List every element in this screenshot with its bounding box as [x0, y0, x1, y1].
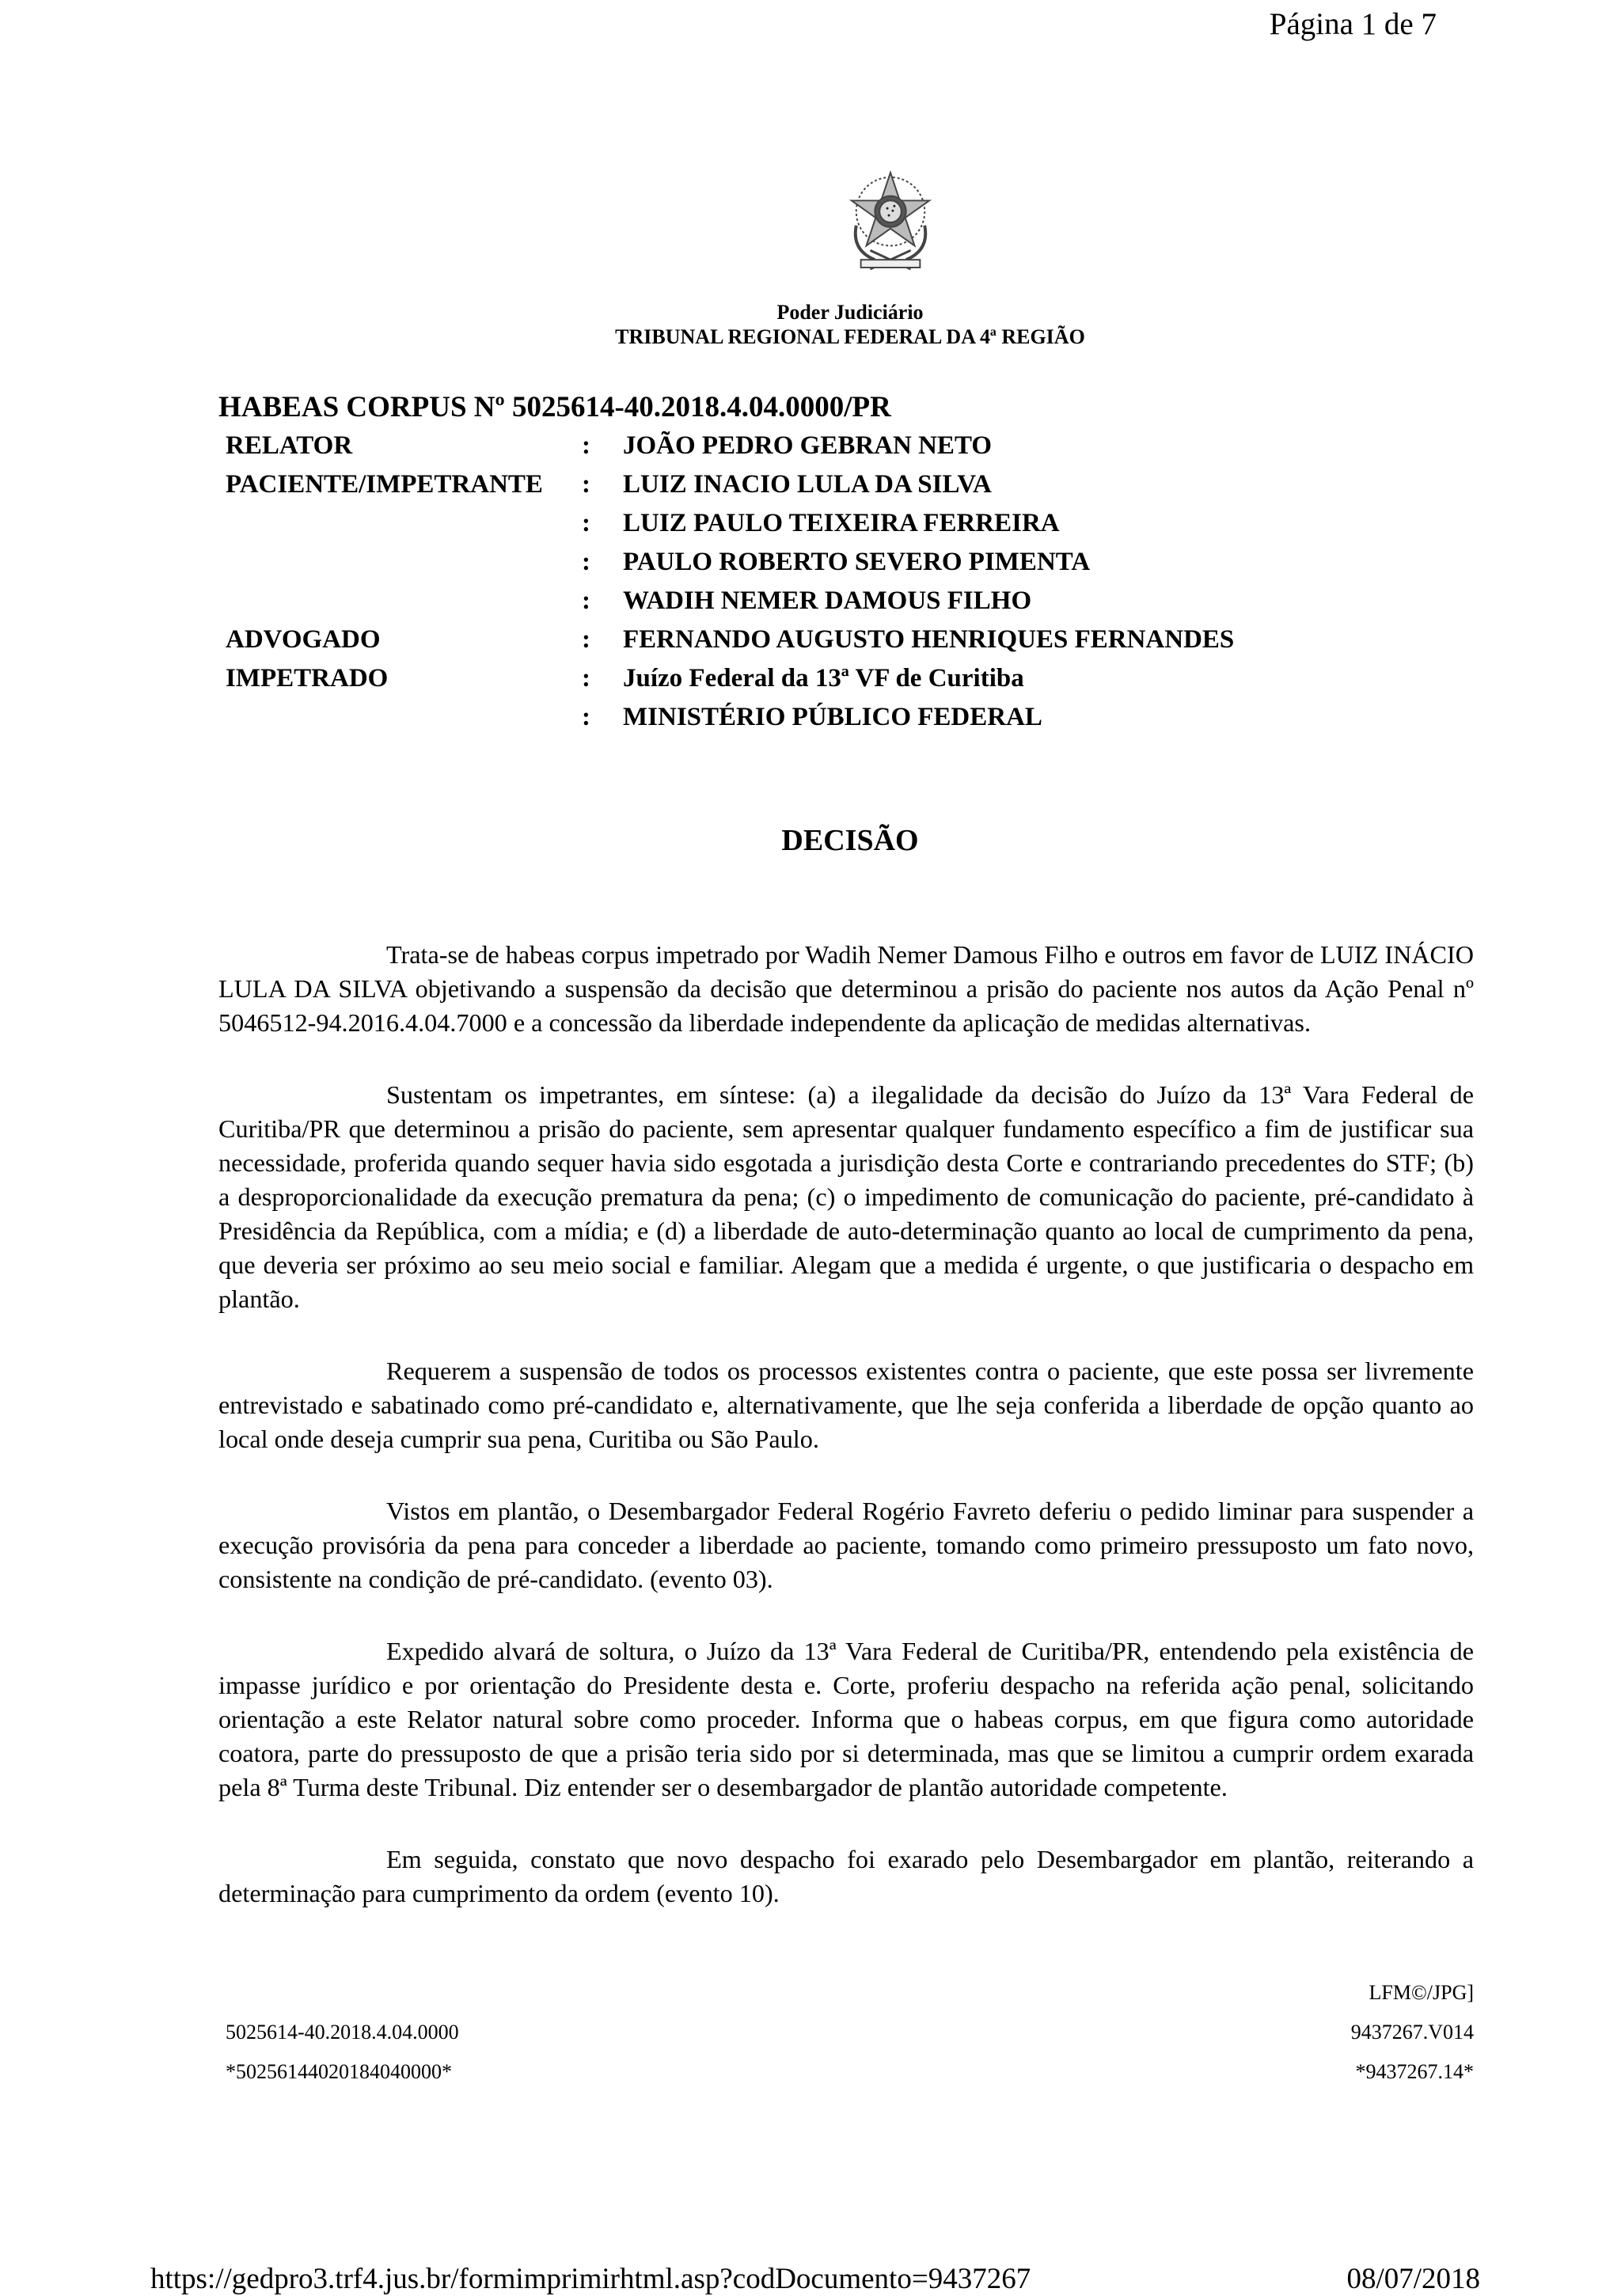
party-colon: :: [582, 703, 590, 731]
body-paragraph: Sustentam os impetrantes, em síntese: (a) a ilegalidade da decisão do Juízo da 13ª Vara Federal de Curitiba/PR que determinou a prisão do paciente, sem apresentar qualquer fundamento específico a fim de justificar sua necessidade, proferida quando sequer havia sido esgotada a jurisdição desta Corte e contrariando precedentes do STF; (b) a desproporcionalidade da execução prematura da pena; (c) o impedimento de comunicação do paciente, pré-candidato à Presidência da República, com a mídia; e (d) a liberdade de auto-determinação quanto ao local de cumprimento da pena, que deveria ser próximo ao seu meio social e familiar. Alegam que a medida é urgente, o que justificaria o despacho em plantão.: [218, 1080, 1474, 1313]
party-value: JOÃO PEDRO GEBRAN NETO: [623, 431, 993, 460]
party-value: WADIH NEMER DAMOUS FILHO: [623, 586, 1032, 615]
court-name: TRIBUNAL REGIONAL FEDERAL DA 4ª REGIÃO: [615, 325, 1085, 348]
party-role: RELATOR: [226, 431, 353, 460]
process-number: 5025614-40.2018.4.04.0000: [226, 2021, 459, 2044]
party-value: LUIZ INACIO LULA DA SILVA: [623, 470, 992, 499]
body-paragraph: Requerem a suspensão de todos os processos existentes contra o paciente, que este possa ser livremente entrevistado e sabatinado como pré-candidato e, alternativamente, que lhe seja conferida a liberdade de opção quanto ao local onde deseja cumprir sua pena, Curitiba ou São Paulo.: [218, 1357, 1474, 1453]
case-title: HABEAS CORPUS Nº 5025614-40.2018.4.04.0000/PR: [218, 391, 891, 423]
barcode-document-text: *9437267.14*: [1355, 2060, 1474, 2083]
page-number: Página 1 de 7: [1269, 7, 1437, 41]
party-colon: :: [582, 664, 590, 693]
print-url: https://gedpro3.trf4.jus.br/formimprimirhtml.asp?codDocumento=9437267: [150, 2263, 1031, 2295]
party-colon: :: [582, 431, 590, 460]
party-role: IMPETRADO: [226, 664, 389, 693]
party-role: ADVOGADO: [226, 625, 381, 654]
author-initials: LFM©/JPG]: [1369, 1981, 1474, 2004]
party-colon: :: [582, 625, 590, 654]
party-value: PAULO ROBERTO SEVERO PIMENTA: [623, 548, 1091, 576]
body-paragraph: Em seguida, constato que novo despacho foi exarado pelo Desembargador em plantão, reiterando a determinação para cumprimento da ordem (evento 10).: [218, 1845, 1474, 1907]
party-value: FERNANDO AUGUSTO HENRIQUES FERNANDES: [623, 625, 1235, 654]
party-value: LUIZ PAULO TEIXEIRA FERREIRA: [623, 509, 1060, 537]
body-paragraph: Trata-se de habeas corpus impetrado por Wadih Nemer Damous Filho e outros em favor de LUIZ INÁCIO LULA DA SILVA objetivando a suspensão da decisão que determinou a prisão do paciente nos autos da Ação Penal nº 5046512-94.2016.4.04.7000 e a concessão da liberdade independente da aplicação de medidas alternativas.: [218, 940, 1474, 1037]
decision-heading: DECISÃO: [781, 824, 919, 857]
party-colon: :: [582, 509, 590, 537]
party-colon: :: [582, 586, 590, 615]
brazil-coat-of-arms-icon: [844, 162, 937, 281]
party-value: MINISTÉRIO PÚBLICO FEDERAL: [623, 703, 1042, 731]
barcode-process-text: *50256144020184040000*: [226, 2060, 452, 2083]
party-value: Juízo Federal da 13ª VF de Curitiba: [623, 664, 1024, 693]
print-date: 08/07/2018: [1346, 2263, 1480, 2295]
body-paragraph: Vistos em plantão, o Desembargador Federal Rogério Favreto deferiu o pedido liminar para suspender a execução provisória da pena para conceder a liberdade ao paciente, tomando como primeiro pressuposto um fato novo, consistente na condição de pré-candidato. (evento 03).: [218, 1497, 1474, 1593]
document-version: 9437267.V014: [1350, 2021, 1474, 2044]
decision-body: [218, 938, 1474, 1949]
party-role: PACIENTE/IMPETRANTE: [226, 470, 543, 499]
party-colon: :: [582, 470, 590, 499]
body-paragraph: Expedido alvará de soltura, o Juízo da 13ª Vara Federal de Curitiba/PR, entendendo pela existência de impasse jurídico e por orientação do Presidente desta e. Corte, proferiu despacho na referida ação penal, solicitando orientação a este Relator natural sobre como proceder. Informa que o habeas corpus, em que figura como autoridade coatora, parte do pressuposto de que a prisão teria sido por si determinada, mas que se limitou a cumprir ordem exarada pela 8ª Turma deste Tribunal. Diz entender ser o desembargador de plantão autoridade competente.: [218, 1637, 1474, 1801]
court-branch: Poder Judiciário: [776, 301, 924, 324]
party-colon: :: [582, 548, 590, 576]
